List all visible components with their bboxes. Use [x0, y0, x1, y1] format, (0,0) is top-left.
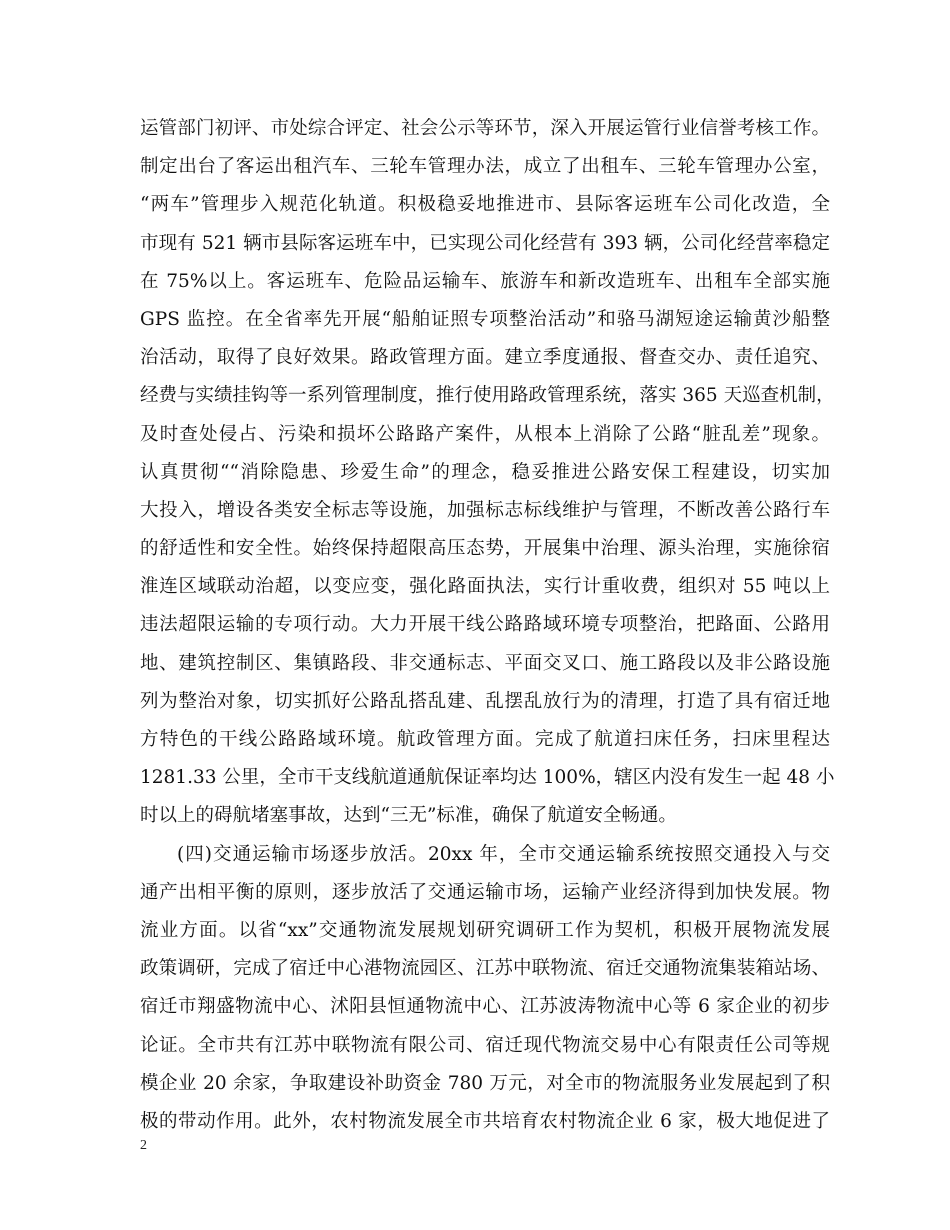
- text-line: 政策调研，完成了宿迁中心港物流园区、江苏中联物流、宿迁交通物流集装箱站场、: [140, 958, 830, 980]
- text-line: 大投入，增设各类安全标志等设施，加强标志标线维护与管理，不断改善公路行车: [140, 499, 830, 521]
- text-line: 的舒适性和安全性。始终保持超限高压态势，开展集中治理、源头治理，实施徐宿: [140, 538, 830, 560]
- paragraph-transport-market: [140, 836, 830, 1142]
- text-line: 经费与实绩挂钩等一系列管理制度，推行使用路政管理系统，落实 365 天巡查机制，: [140, 385, 835, 407]
- text-line: 流业方面。以省“xx”交通物流发展规划研究调研工作为契机，积极开展物流发展: [140, 919, 830, 941]
- text-line: 认真贯彻““消除隐患、珍爱生命”的理念，稳妥推进公路安保工程建设，切实加: [140, 461, 830, 483]
- text-line: 在 75%以上。客运班车、危险品运输车、旅游车和新改造班车、出租车全部实施: [140, 270, 830, 292]
- paragraph-transport-management: [140, 110, 835, 836]
- text-line: 时以上的碍航堵塞事故，达到“三无”标准，确保了航道安全畅通。: [140, 805, 677, 827]
- text-line: 极的带动作用。此外，农村物流发展全市共培育农村物流企业 6 家，极大地促进了: [140, 1110, 830, 1132]
- text-line: GPS 监控。在全省率先开展“船舶证照专项整治活动”和骆马湖短途运输黄沙船整: [140, 308, 830, 330]
- text-line: 治活动，取得了良好效果。路政管理方面。建立季度通报、督查交办、责任追究、: [140, 347, 830, 369]
- text-line: (四)交通运输市场逐步放活。20xx 年，全市交通运输系统按照交通投入与交: [177, 843, 830, 865]
- text-line: “两车”管理步入规范化轨道。积极稳妥地推进市、县际客运班车公司化改造，全: [140, 194, 830, 216]
- text-line: 论证。全市共有江苏中联物流有限公司、宿迁现代物流交易中心有限责任公司等规: [140, 1034, 830, 1056]
- text-line: 地、建筑控制区、集镇路段、非交通标志、平面交叉口、施工路段以及非公路设施: [140, 652, 830, 674]
- text-line: 运管部门初评、市处综合评定、社会公示等环节，深入开展运管行业信誉考核工作。: [140, 118, 830, 139]
- text-line: 淮连区域联动治超，以变应变，强化路面执法，实行计重收费，组织对 55 吨以上: [140, 576, 830, 598]
- text-line: 列为整治对象，切实抓好公路乱搭乱建、乱摆乱放行为的清理，打造了具有宿迁地: [140, 690, 830, 712]
- text-line: 制定出台了客运出租汽车、三轮车管理办法，成立了出租车、三轮车管理办公室，: [140, 156, 830, 178]
- text-line: 宿迁市翔盛物流中心、沭阳县恒通物流中心、江苏波涛物流中心等 6 家企业的初步: [140, 996, 830, 1018]
- text-line: 及时查处侵占、污染和损坏公路路产案件，从根本上消除了公路“脏乱差”现象。: [140, 423, 830, 445]
- text-line: 方特色的干线公路路域环境。航政管理方面。完成了航道扫床任务，扫床里程达: [140, 729, 830, 750]
- text-line: 通产出相平衡的原则，逐步放活了交通运输市场，运输产业经济得到加快发展。物: [140, 881, 830, 903]
- page-number: 2: [140, 1138, 147, 1153]
- text-line: 1281.33 公里，全市干支线航道通航保证率均达 100%，辖区内没有发生一起 48 小: [140, 767, 835, 789]
- text-line: 市现有 521 辆市县际客运班车中，已实现公司化经营有 393 辆，公司化经营率稳定: [140, 232, 830, 254]
- text-line: 模企业 20 余家，争取建设补助资金 780 万元，对全市的物流服务业发展起到了积: [140, 1072, 830, 1094]
- text-line: 违法超限运输的专项行动。大力开展干线公路路域环境专项整治，把路面、公路用: [140, 614, 830, 636]
- document-body: [140, 110, 835, 1141]
